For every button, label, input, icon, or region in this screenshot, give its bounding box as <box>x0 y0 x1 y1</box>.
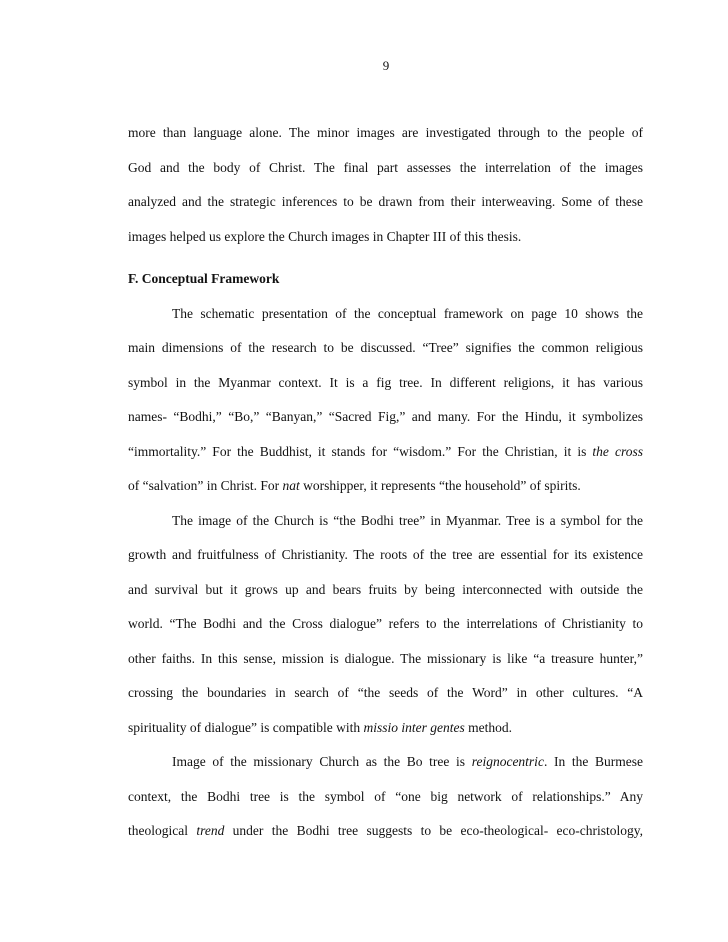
emphasis-text: trend <box>196 823 225 838</box>
text-segment: spirituality of dialogue” is compatible with <box>128 719 364 735</box>
text-line <box>128 469 643 504</box>
intro-paragraph <box>128 116 643 254</box>
text-segment: Image of the missionary Church as the Bo tree is <box>172 754 472 769</box>
paragraph-1 <box>128 297 643 504</box>
text-line: analyzed and the strategic inferences to be drawn from their interweaving. Some of these <box>128 194 643 209</box>
text-line: crossing the boundaries in search of “the seeds of the Word” in other cultures. “A <box>128 685 643 700</box>
text-segment: . In the Burmese <box>543 754 643 769</box>
document-body <box>128 116 643 849</box>
paragraph-3 <box>128 745 643 849</box>
text-segment: under the Bodhi tree suggests to be eco-theological- eco-christology, <box>224 823 644 838</box>
text-segment: “immortality.” For the Buddhist, it stands for “wisdom.” For the Christian, it is <box>128 443 593 459</box>
emphasis-text: reignocentric <box>471 754 544 769</box>
paragraph-2 <box>128 504 643 746</box>
text-segment: theological <box>128 823 197 838</box>
text-line: images helped us explore the Church images in Chapter III of this thesis. <box>128 228 522 244</box>
text-line: names- “Bodhi,” “Bo,” “Banyan,” “Sacred Fig,” and many. For the Hindu, it symbolizes <box>128 409 643 424</box>
text-line: world. “The Bodhi and the Cross dialogue” refers to the interrelations of Christianity to <box>128 616 643 631</box>
text-line: context, the Bodhi tree is the symbol of “one big network of relationships.” Any <box>128 788 643 804</box>
text-line: other faiths. In this sense, mission is dialogue. The missionary is like “a treasure hunter,” <box>128 650 643 666</box>
text-line: more than language alone. The minor images are investigated through to the people of <box>128 125 643 140</box>
text-line: The schematic presentation of the conceptual framework on page 10 shows the <box>172 305 643 321</box>
text-line: God and the body of Christ. The final part assesses the interrelation of the images <box>128 159 643 175</box>
text-line: main dimensions of the research to be discussed. “Tree” signifies the common religious <box>128 340 643 355</box>
text-line: growth and fruitfulness of Christianity. The roots of the tree are essential for its existence <box>128 547 643 562</box>
text-line <box>128 711 643 746</box>
text-line <box>128 435 643 470</box>
emphasis-text: nat <box>282 478 300 493</box>
text-line <box>128 814 643 849</box>
text-line: The image of the Church is “the Bodhi tree” in Myanmar. Tree is a symbol for the <box>172 512 643 528</box>
text-line: and survival but it grows up and bears fruits by being interconnected with outside the <box>128 581 643 597</box>
text-segment: worshipper, it represents “the household” of spirits. <box>299 478 581 493</box>
emphasis-text: the cross <box>592 443 643 459</box>
section-heading: F. Conceptual Framework <box>128 271 280 286</box>
text-line: symbol in the Myanmar context. It is a fig tree. In different religions, it has various <box>128 374 643 390</box>
text-segment: of “salvation” in Christ. For <box>128 478 283 493</box>
text-segment: method. <box>464 719 512 735</box>
text-line <box>128 745 643 780</box>
emphasis-text: missio inter gentes <box>363 719 465 735</box>
page-number: 9 <box>382 58 390 73</box>
